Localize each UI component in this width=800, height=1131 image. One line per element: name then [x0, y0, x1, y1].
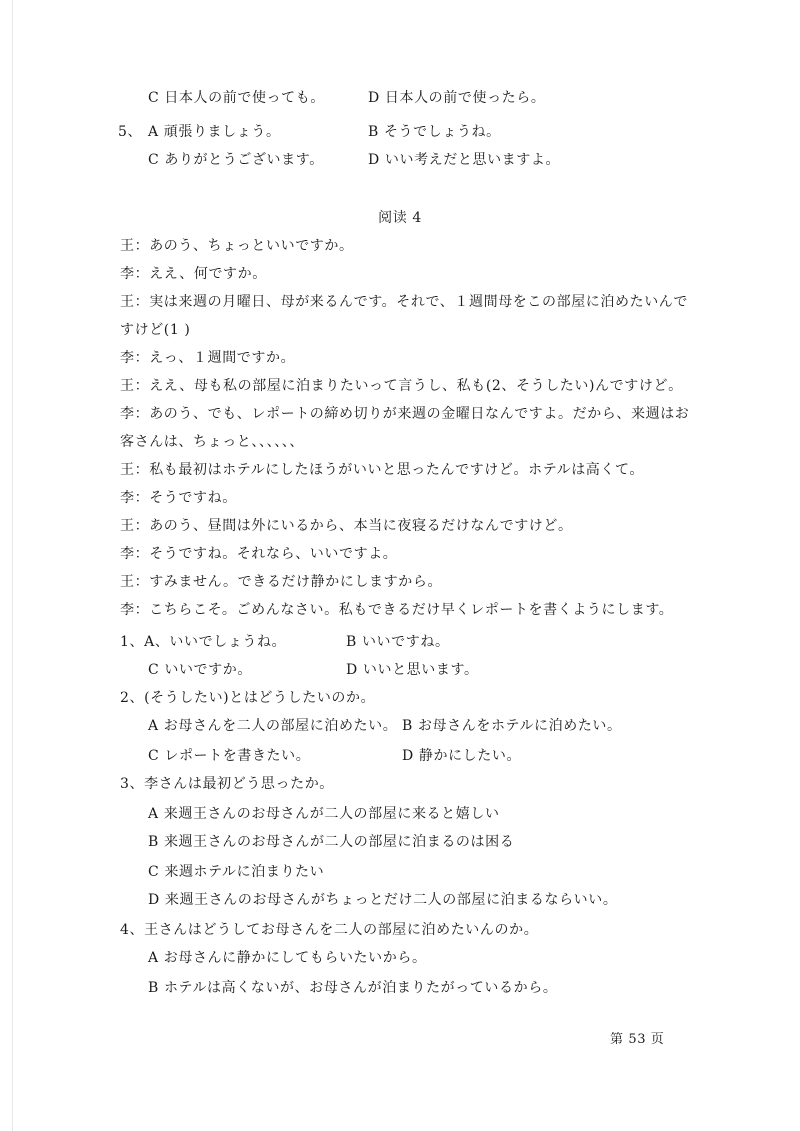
dialogue-line: 王：実は来週の月曜日、母が来るんです。それで、１週間母をこの部屋に泊めたいんで	[120, 294, 688, 310]
q5-option-c: C ありがとうございます。	[148, 152, 324, 168]
q2-option-c: C レポートを書きたい。	[148, 748, 311, 764]
q4-option-b: B ホテルは高くないが、お母さんが泊まりたがっているから。	[148, 980, 558, 996]
q4-option-a: A お母さんに静かにしてもらいたいから。	[148, 950, 427, 966]
q5-number: 5、	[118, 124, 143, 140]
dialogue-line: 王：あのう、ちょっといいですか。	[120, 238, 354, 254]
q4-option-c: C 日本人の前で使っても。	[148, 90, 325, 106]
q2-option-b: B お母さんをホテルに泊めたい。	[402, 718, 622, 734]
q4-stem: 4、王さんはどうしてお母さんを二人の部屋に泊めたいんのか。	[120, 922, 539, 938]
dialogue-line: 王：私も最初はホテルにしたほうがいいと思ったんですけど。ホテルは高くて。	[120, 462, 644, 478]
q4-option-d: D 日本人の前で使ったら。	[368, 90, 546, 106]
q5-option-a: A 頑張りましょう。	[148, 124, 281, 140]
dialogue-line: 客さんは、ちょっと、、、、、、	[120, 434, 304, 450]
dialogue-line: 王：すみません。できるだけ静かにしますから。	[120, 574, 443, 590]
q2-stem: 2、(そうしたい)とはどうしたいのか。	[120, 690, 376, 706]
q1-option-c: C いいですか。	[148, 662, 252, 678]
dialogue-line: 李：えっ、１週間ですか。	[120, 350, 296, 366]
dialogue-line: 王：ええ、母も私の部屋に泊まりたいって言うし、私も(2、そうしたい)んですけど。	[120, 378, 683, 394]
dialogue-line: 王：あのう、昼間は外にいるから、本当に夜寝るだけなんですけど。	[120, 518, 573, 534]
q3-option-d: D 来週王さんのお母さんがちょっとだけ二人の部屋に泊まるならいい。	[148, 892, 618, 908]
dialogue-line: 李：そうですね。それなら、いいですよ。	[120, 546, 398, 562]
q1-option-a: 1、A、いいでしょうね。	[120, 634, 287, 650]
q1-option-d: D いいと思います。	[346, 662, 479, 678]
dialogue-line: 李：あのう、でも、レポートの締め切りが来週の金曜日なんですよ。だから、来週はお	[120, 406, 690, 422]
dialogue-line: 李：こちらこそ。ごめんなさい。私もできるだけ早くレポートを書くようにします。	[120, 602, 674, 618]
q5-option-d: D いい考えだと思いますよ。	[368, 152, 561, 168]
q1-option-b: B いいですね。	[346, 634, 450, 650]
q3-option-b: B 来週王さんのお母さんが二人の部屋に泊まるのは困る	[148, 834, 515, 850]
dialogue-line: 李：ええ、何ですか。	[120, 266, 267, 282]
q3-stem: 3、李さんは最初どう思ったか。	[120, 776, 334, 792]
dialogue-line: すけど(1 )	[120, 322, 191, 338]
q3-option-c: C 来週ホテルに泊まりたい	[148, 864, 325, 880]
scan-edge	[12, 0, 13, 1131]
page-number: 第 53 页	[610, 1032, 665, 1047]
q2-option-a: A お母さんを二人の部屋に泊めたい。	[148, 718, 398, 734]
dialogue-line: 李：そうですね。	[120, 490, 237, 506]
q3-option-a: A 来週王さんのお母さんが二人の部屋に来ると嬉しい	[148, 806, 500, 822]
q2-option-d: D 静かにしたい。	[402, 748, 522, 764]
q5-option-b: B そうでしょうね。	[368, 124, 501, 140]
section-title: 阅读 4	[378, 210, 422, 226]
